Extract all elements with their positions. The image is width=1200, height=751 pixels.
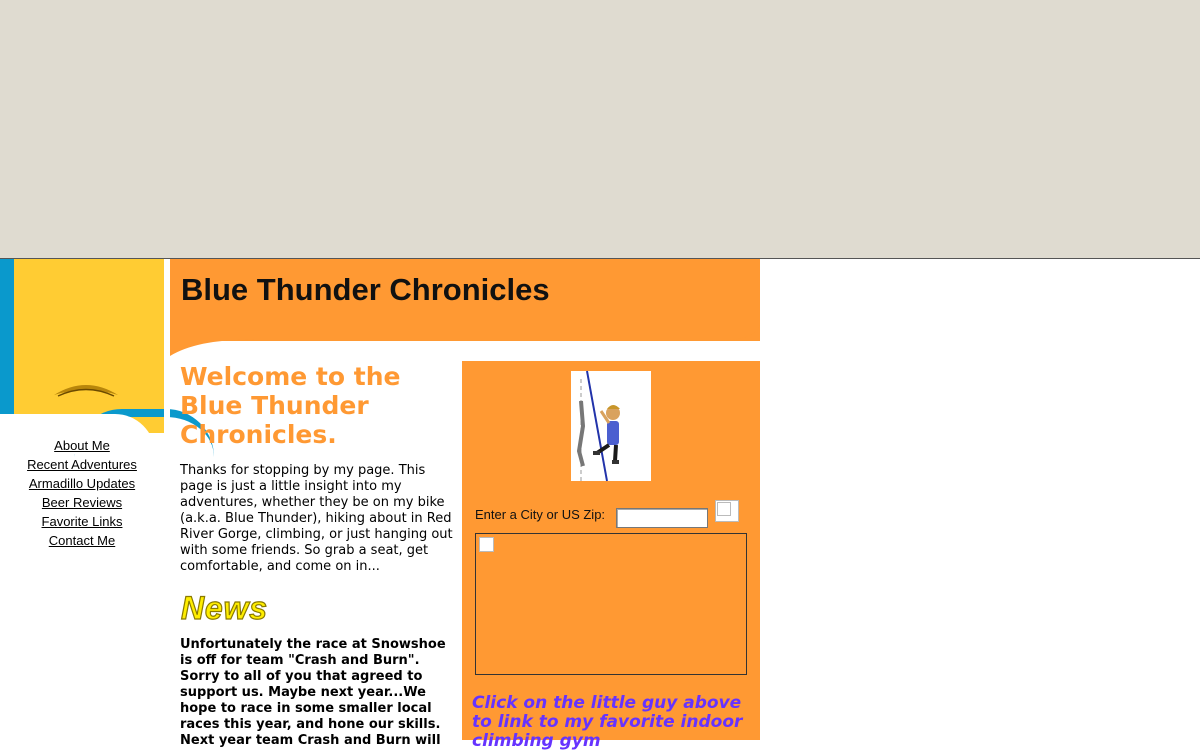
news-heading: News [181, 590, 267, 626]
weather-go-button[interactable] [715, 500, 739, 522]
weather-widget [475, 533, 747, 675]
climbing-gym-caption: Click on the little guy above to link to my favorite indoor climbing gym [472, 693, 743, 751]
welcome-heading: Welcome to the Blue Thunder Chronicles. [180, 362, 401, 449]
broken-image-icon [479, 537, 494, 552]
nav-item-recent-adventures[interactable]: Recent Adventures [27, 457, 137, 472]
climber-link[interactable] [571, 371, 651, 481]
page-title: Blue Thunder Chronicles [181, 272, 550, 307]
header-curve-decoration [170, 320, 760, 356]
intro-paragraph: Thanks for stopping by my page. This page is just a little insight into my adventures, whether they be on my bike (a.k.a. Blue Thunder), hiking about in Red River Gorge, climbing, or just hanging out with some friends. So grab a seat, get comfortable, and come on in... [180, 463, 453, 574]
swoosh-logo-icon [52, 381, 120, 399]
weather-zip-label: Enter a City or US Zip: [475, 507, 606, 522]
site-nav [14, 436, 150, 550]
left-logo-panel [14, 259, 164, 433]
nav-item-beer-reviews[interactable]: Beer Reviews [41, 495, 123, 510]
weather-zip-input[interactable] [616, 508, 708, 528]
nav-item-armadillo-updates[interactable]: Armadillo Updates [28, 476, 136, 491]
top-banner-area [0, 0, 1200, 259]
nav-item-contact-me[interactable]: Contact Me [48, 533, 116, 548]
broken-image-icon [717, 502, 731, 516]
news-heading-graphic [180, 589, 270, 625]
nav-item-about-me[interactable]: About Me [54, 438, 110, 453]
climber-icon [571, 371, 651, 481]
left-blue-stripe [0, 259, 14, 414]
nav-item-favorite-links[interactable]: Favorite Links [41, 514, 123, 529]
news-paragraph: Unfortunately the race at Snowshoe is off for team "Crash and Burn". Sorry to all of you that agreed to support us. Maybe next year...We hope to race in some smaller local races this year, and hone our skills. Next year team Crash and Burn will [180, 637, 446, 748]
sidebar-panel [462, 361, 760, 751]
